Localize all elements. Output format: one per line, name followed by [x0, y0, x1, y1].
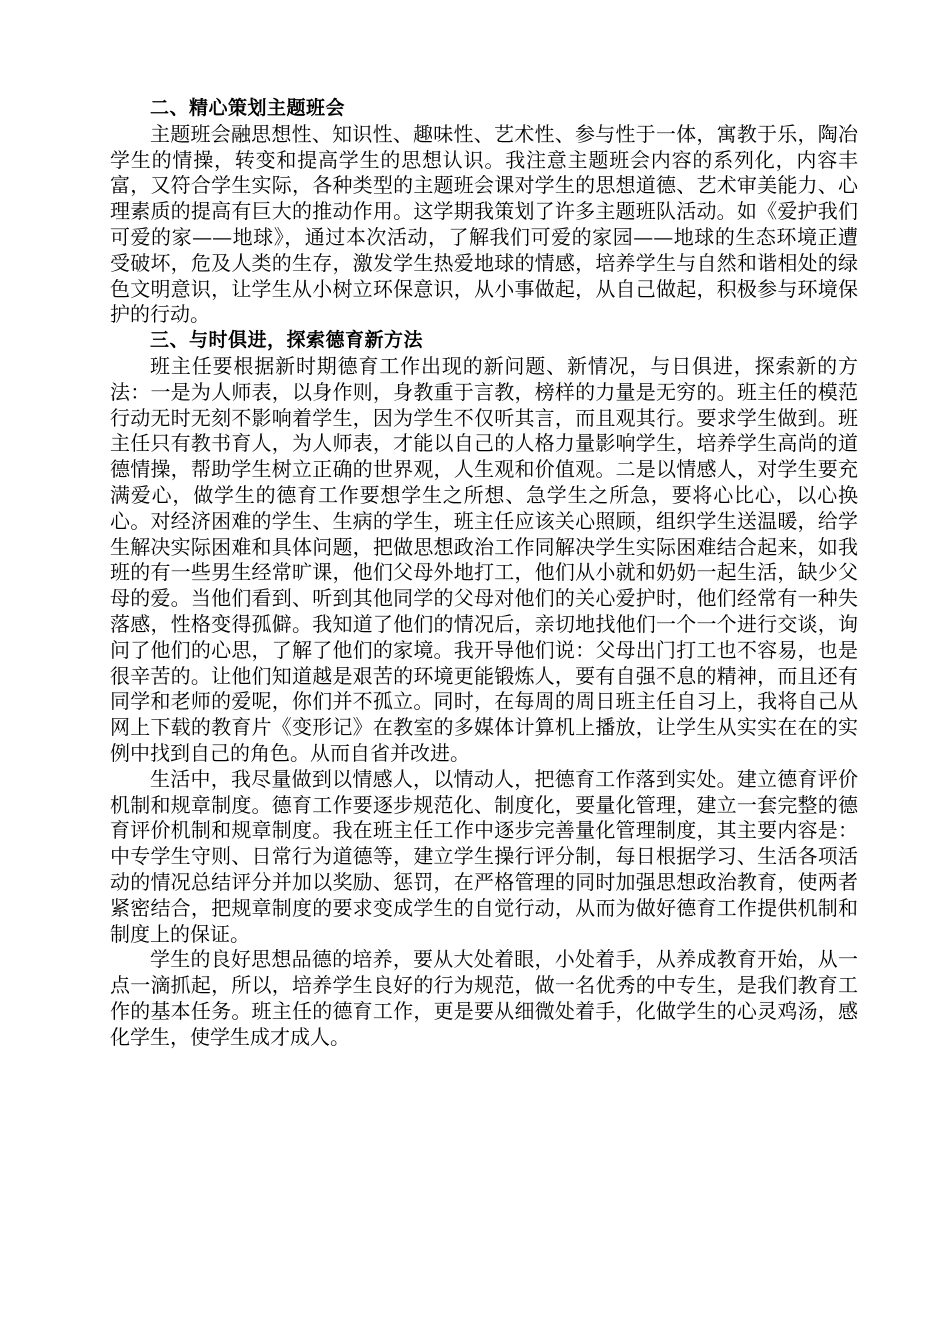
- section-3-paragraph-1: 班主任要根据新时期德育工作出现的新问题、新情况，与日俱进，探索新的方法：一是为人师表，以身作则，身教重于言教，榜样的力量是无穷的。班主任的模范行动无时无刻不影响着学生，因为学生不仅听其言，而且观其行。要求学生做到。班主任只有教书育人，为人师表，才能以自己的人格力量影响学生，培养学生高尚的道德情操，帮助学生树立正确的世界观，人生观和价值观。二是以情感人，对学生要充满爱心，做学生的德育工作要想学生之所想、急学生之所急，要将心比心，以心换心。对经济困难的学生、生病的学生，班主任应该关心照顾，组织学生送温暖，给学生解决实际困难和具体问题，把做思想政治工作同解决学生实际困难结合起来，如我班的有一些男生经常旷课，他们父母外地打工，他们从小就和奶奶一起生活，缺少父母的爱。当他们看到、听到其他同学的父母对他们的关心爱护时，他们经常有一种失落感，性格变得孤僻。我知道了他们的情况后，亲切地找他们一个一个进行交谈，询问了他们的心思，了解了他们的家境。我开导他们说：父母出门打工也不容易，也是很辛苦的。让他们知道越是艰苦的环境更能锻炼人，要有自强不息的精神，而且还有同学和老师的爱呢，你们并不孤立。同时，在每周的周日班主任自习上，我将自己从网上下载的教育片《变形记》在教室的多媒体计算机上播放，让学生从实实在在的实例中找到自己的角色。从而自省并改进。: [110, 353, 858, 765]
- document-page: [110, 96, 858, 1050]
- section-2-paragraph: 主题班会融思想性、知识性、趣味性、艺术性、参与性于一体，寓教于乐，陶冶学生的情操，转变和提高学生的思想认识。我注意主题班会内容的系列化，内容丰富，又符合学生实际，各种类型的主题班会课对学生的思想道德、艺术审美能力、心理素质的提高有巨大的推动作用。这学期我策划了许多主题班队活动。如《爱护我们可爱的家——地球》，通过本次活动，了解我们可爱的家园——地球的生态环境正遭受破坏，危及人类的生存，激发学生热爱地球的情感，培养学生与自然和谐相处的绿色文明意识，让学生从小树立环保意识，从小事做起，从自己做起，积极参与环境保护的行动。: [110, 121, 858, 327]
- section-heading-3: 三、与时俱进，探索德育新方法: [150, 329, 424, 352]
- section-3-paragraph-3: 学生的良好思想品德的培养，要从大处着眼，小处着手，从养成教育开始，从一点一滴抓起，所以，培养学生良好的行为规范，做一名优秀的中专生，是我们教育工作的基本任务。班主任的德育工作，更是要从细微处着手，化做学生的心灵鸡汤，感化学生，使学生成才成人。: [110, 947, 858, 1049]
- section-3-paragraph-2: 生活中，我尽量做到以情感人，以情动人，把德育工作落到实处。建立德育评价机制和规章制度。德育工作要逐步规范化、制度化，要量化管理，建立一套完整的德育评价机制和规章制度。我在班主任工作中逐步完善量化管理制度，其主要内容是：中专学生守则、日常行为道德等，建立学生操行评分制，每日根据学习、生活各项活动的情况总结评分并加以奖励、惩罚，在严格管理的同时加强思想政治教育，使两者紧密结合，把规章制度的要求变成学生的自觉行动，从而为做好德育工作提供机制和制度上的保证。: [110, 766, 858, 946]
- section-heading-2: 二、精心策划主题班会: [150, 97, 346, 119]
